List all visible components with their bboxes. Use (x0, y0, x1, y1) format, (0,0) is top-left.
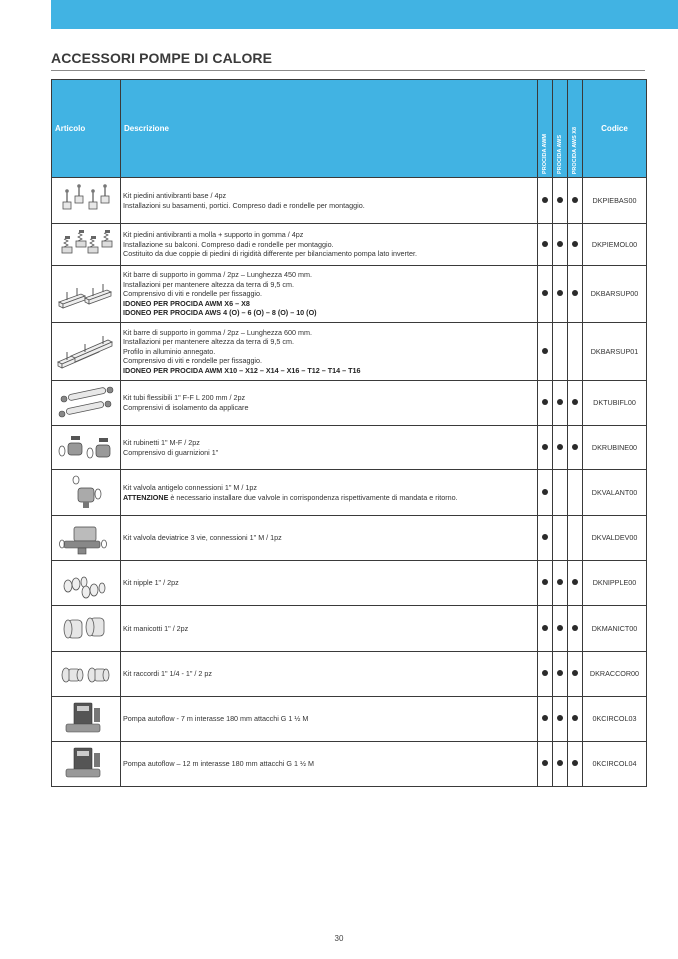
description-cell (121, 606, 538, 652)
description-cell (121, 697, 538, 742)
aws-compatibility (553, 742, 568, 787)
page-title: ACCESSORI POMPE DI CALORE (51, 50, 273, 66)
compatibility-dot (542, 489, 548, 495)
rubber-bars-long-icon (55, 330, 117, 374)
product-image-cell (52, 426, 121, 470)
aws-x8-compatibility (568, 323, 583, 381)
compatibility-dot (572, 399, 578, 405)
header-procida-aws-x8-label: PROCIDA AWS X8 (571, 126, 578, 174)
product-code: DKPIEBAS00 (583, 178, 647, 224)
description-line: Kit piedini antivibranti base / 4pz (123, 190, 227, 200)
table-row (52, 178, 647, 224)
compatibility-dot (557, 444, 563, 450)
compatibility-dot (572, 579, 578, 585)
description-line: Kit tubi flessibili 1" F-F L 200 mm / 2pz (123, 393, 246, 403)
compatibility-dot (542, 625, 548, 631)
description-line: Kit valvola antigelo connessioni 1" M / 1pz (123, 482, 257, 492)
aws-compatibility (553, 652, 568, 697)
header-procida-aws (553, 80, 568, 178)
compatibility-dot (542, 290, 548, 296)
description-cell (121, 178, 538, 224)
table-row (52, 697, 647, 742)
aws-compatibility (553, 606, 568, 652)
page-number: 30 (334, 934, 344, 943)
header-procida-awm-label: PROCIDA AWM (541, 134, 548, 174)
awm-compatibility (538, 606, 553, 652)
aws-x8-compatibility (568, 426, 583, 470)
description-line: Installazioni per mantenere altezza da terra di 9,5 cm. (123, 279, 294, 289)
product-code: DKVALANT00 (583, 470, 647, 516)
aws-x8-compatibility (568, 561, 583, 606)
rubber-bars-short-icon (55, 274, 117, 314)
product-code: DKMANICT00 (583, 606, 647, 652)
table-row (52, 606, 647, 652)
compatibility-dot (542, 760, 548, 766)
aws-compatibility (553, 516, 568, 561)
compatibility-dot (542, 579, 548, 585)
table-row (52, 224, 647, 266)
table-row (52, 652, 647, 697)
awm-compatibility (538, 323, 553, 381)
description-line: Comprensivi di isolamento da applicare (123, 403, 249, 412)
description-line: Costituito da due coppie di piedini di rigidità differente per bilanciamento pompa lato inverter. (123, 249, 417, 259)
aws-x8-compatibility (568, 266, 583, 323)
compatibility-dot (557, 579, 563, 585)
aws-compatibility (553, 697, 568, 742)
flexible-hoses-icon (56, 385, 116, 421)
compatibility-dot (542, 715, 548, 721)
aws-x8-compatibility (568, 652, 583, 697)
compatibility-dot (557, 670, 563, 676)
spring-feet-icon (56, 227, 116, 263)
compatibility-note: IDONEO PER PROCIDA AWM X10 – X12 – X14 – X16 – T12 – T14 – T16 (123, 365, 361, 375)
description-line: Kit piedini antivibranti a molla + supporto in gomma / 4pz (123, 230, 304, 240)
compatibility-dot (542, 670, 548, 676)
aws-compatibility (553, 561, 568, 606)
description-cell (121, 470, 538, 516)
awm-compatibility (538, 742, 553, 787)
table-row (52, 381, 647, 426)
awm-compatibility (538, 652, 553, 697)
product-image-cell (52, 742, 121, 787)
description-line: Comprensivo di viti e rondelle per fissaggio. (123, 289, 263, 299)
table-row (52, 470, 647, 516)
compatibility-note: IDONEO PER PROCIDA AWM X6 – X8 (123, 298, 250, 308)
product-code: DKPIEMOL00 (583, 224, 647, 266)
compatibility-dot (542, 444, 548, 450)
compatibility-dot (572, 197, 578, 203)
compatibility-dot (542, 241, 548, 247)
description-line: Installazioni su basamenti, portici. Compreso dadi e rondelle per montaggio. (123, 200, 365, 210)
compatibility-dot (557, 290, 563, 296)
compatibility-dot (572, 290, 578, 296)
table-header-row (52, 80, 647, 178)
description-cell (121, 652, 538, 697)
aws-x8-compatibility (568, 606, 583, 652)
description-line: Comprensivo di guarnizioni 1" (123, 447, 219, 457)
awm-compatibility (538, 561, 553, 606)
awm-compatibility (538, 266, 553, 323)
product-image-cell (52, 470, 121, 516)
description-line: Installazioni per mantenere altezza da terra di 9,5 cm. (123, 337, 294, 347)
compatibility-dot (572, 241, 578, 247)
compatibility-dot (557, 625, 563, 631)
product-image-cell (52, 323, 121, 381)
aws-x8-compatibility (568, 381, 583, 426)
compatibility-dot (542, 197, 548, 203)
table-row (52, 266, 647, 323)
product-image-cell (52, 697, 121, 742)
compatibility-dot (572, 625, 578, 631)
attention-text: è necessario installare due valvole in corrispondenza rispettivamente di mandata e ritorno. (168, 492, 458, 502)
description-line: Kit rubinetti 1" M-F / 2pz (123, 437, 200, 447)
product-image-cell (52, 516, 121, 561)
awm-compatibility (538, 516, 553, 561)
aws-x8-compatibility (568, 178, 583, 224)
product-code: DKRUBINE00 (583, 426, 647, 470)
table-row (52, 323, 647, 381)
title-underline (51, 70, 645, 71)
aws-compatibility (553, 426, 568, 470)
awm-compatibility (538, 697, 553, 742)
compatibility-dot (572, 670, 578, 676)
awm-compatibility (538, 381, 553, 426)
aws-x8-compatibility (568, 697, 583, 742)
ball-valves-icon (56, 431, 116, 465)
header-procida-aws-x8 (568, 80, 583, 178)
description-line: Kit raccordi 1" 1/4 - 1" / 2 pz (123, 669, 212, 679)
description-line: Profilo in alluminio annegato. (123, 346, 216, 356)
product-image-cell (52, 381, 121, 426)
compatibility-dot (572, 444, 578, 450)
description-line: Kit valvola deviatrice 3 vie, connessioni 1" M / 1pz (123, 533, 282, 543)
table-row (52, 742, 647, 787)
awm-compatibility (538, 178, 553, 224)
description-cell (121, 381, 538, 426)
aws-compatibility (553, 323, 568, 381)
compatibility-dot (542, 348, 548, 354)
awm-compatibility (538, 224, 553, 266)
product-image-cell (52, 606, 121, 652)
description-cell (121, 266, 538, 323)
description-line: Installazione su balconi. Compreso dadi e rondelle per montaggio. (123, 239, 334, 249)
accessories-table (51, 79, 647, 787)
header-descrizione: Descrizione (121, 80, 538, 178)
compatibility-dot (557, 715, 563, 721)
compatibility-dot (557, 760, 563, 766)
product-code: DKVALDEV00 (583, 516, 647, 561)
antifreeze-valve-icon (56, 474, 116, 512)
aws-x8-compatibility (568, 516, 583, 561)
header-articolo: Articolo (52, 80, 121, 178)
description-line: Kit barre di supporto in gomma / 2pz – Lunghezza 600 mm. (123, 327, 312, 337)
sleeves-icon (56, 612, 116, 646)
aws-compatibility (553, 178, 568, 224)
description-cell (121, 224, 538, 266)
aws-compatibility (553, 381, 568, 426)
table-row (52, 426, 647, 470)
awm-compatibility (538, 470, 553, 516)
product-code: 0KCIRCOL03 (583, 697, 647, 742)
top-color-bar (51, 0, 678, 29)
aws-compatibility (553, 470, 568, 516)
product-image-cell (52, 178, 121, 224)
compatibility-dot (542, 399, 548, 405)
description-cell (121, 742, 538, 787)
antivibration-feet-icon (56, 182, 116, 220)
product-code: DKBARSUP00 (583, 266, 647, 323)
aws-compatibility (553, 224, 568, 266)
circulator-pump-12m-icon (56, 745, 116, 783)
table-row (52, 561, 647, 606)
diverter-valve-icon (56, 519, 116, 557)
description-line: Pompa autoflow – 12 m interasse 180 mm attacchi G 1 ½ M (123, 759, 314, 769)
awm-compatibility (538, 426, 553, 470)
description-line: Kit barre di supporto in gomma / 2pz – Lunghezza 450 mm. (123, 270, 312, 280)
header-procida-awm (538, 80, 553, 178)
product-image-cell (52, 266, 121, 323)
table-row (52, 516, 647, 561)
description-cell (121, 426, 538, 470)
aws-x8-compatibility (568, 470, 583, 516)
fittings-icon (56, 657, 116, 691)
attention-label: ATTENZIONE (123, 492, 169, 502)
product-code: 0KCIRCOL04 (583, 742, 647, 787)
compatibility-dot (542, 534, 548, 540)
aws-compatibility (553, 266, 568, 323)
nipples-icon (56, 566, 116, 600)
compatibility-dot (557, 399, 563, 405)
product-code: DKBARSUP01 (583, 323, 647, 381)
product-image-cell (52, 652, 121, 697)
compatibility-dot (572, 760, 578, 766)
product-image-cell (52, 561, 121, 606)
compatibility-dot (572, 715, 578, 721)
circulator-pump-7m-icon (56, 700, 116, 738)
description-line: Kit manicotti 1" / 2pz (123, 623, 189, 633)
aws-x8-compatibility (568, 224, 583, 266)
product-image-cell (52, 224, 121, 266)
compatibility-dot (557, 197, 563, 203)
product-code: DKRACCOR00 (583, 652, 647, 697)
aws-x8-compatibility (568, 742, 583, 787)
compatibility-dot (557, 241, 563, 247)
header-procida-aws-label: PROCIDA AWS (556, 134, 563, 174)
description-cell (121, 561, 538, 606)
description-line: Kit nipple 1" / 2pz (123, 578, 179, 588)
product-code: DKNIPPLE00 (583, 561, 647, 606)
header-codice: Codice (583, 80, 647, 178)
description-cell (121, 516, 538, 561)
product-code: DKTUBIFL00 (583, 381, 647, 426)
description-line: Comprensivo di viti e rondelle per fissaggio. (123, 356, 263, 366)
description-cell (121, 323, 538, 381)
description-line: Pompa autoflow - 7 m interasse 180 mm attacchi G 1 ½ M (123, 714, 309, 724)
compatibility-note: IDONEO PER PROCIDA AWS 4 (O) – 6 (O) – 8 (O) – 10 (O) (123, 308, 317, 318)
